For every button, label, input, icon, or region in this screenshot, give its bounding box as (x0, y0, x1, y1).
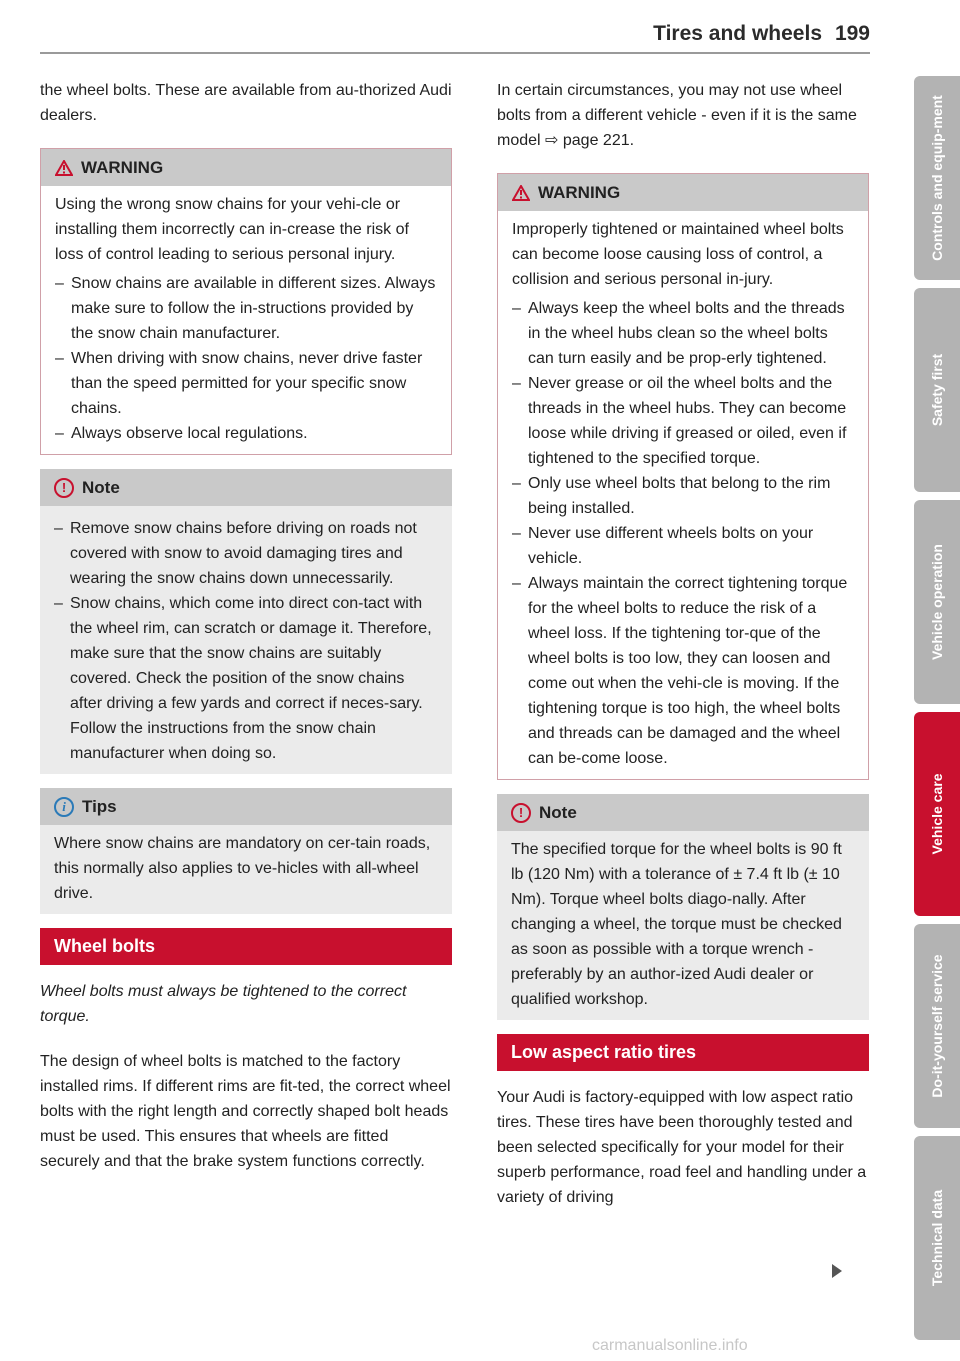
tips-text: Where snow chains are mandatory on cer-tain roads, this normally also applies to ve-hicles with all-wheel drive. (54, 835, 431, 902)
tips-heading (40, 788, 452, 825)
warning-heading (41, 149, 451, 186)
left-column (40, 78, 452, 1174)
tips-title: Tips (82, 797, 117, 816)
list-item: – Always keep the wheel bolts and the threads in the wheel hubs clean so the wheel bolts can turn easily and be prop-erly tightened. (512, 296, 854, 371)
tab-vehicle-care[interactable]: Vehicle care (914, 712, 960, 916)
intro-text: In certain circumstances, you may not use wheel bolts from a different vehicle - even if it is the same model ⇨ page 221. (497, 82, 857, 149)
right-column (497, 78, 869, 1210)
note-title: Note (82, 478, 120, 497)
note-heading (40, 469, 452, 506)
warning-heading (498, 174, 868, 211)
warning-box (497, 173, 869, 780)
note-title: Note (539, 803, 577, 822)
tab-do-it-yourself[interactable]: Do-it-yourself service (914, 924, 960, 1128)
section-heading-low-aspect: Low aspect ratio tires (497, 1034, 869, 1071)
list-item: – Only use wheel bolts that belong to the rim being installed. (512, 471, 854, 521)
page-number: 199 (834, 22, 870, 45)
warning-box (40, 148, 452, 455)
list-item: – When driving with snow chains, never drive faster than the speed permitted for your specific snow chains. (55, 346, 437, 421)
note-box (40, 469, 452, 774)
section-heading-wheel-bolts: Wheel bolts (40, 928, 452, 965)
note-icon: ! (54, 478, 74, 498)
list-item: – Never grease or oil the wheel bolts and the threads in the wheel hubs. They can become loose while driving if greased or oiled, even if tightened to the specified torque. (512, 371, 854, 471)
warning-title: WARNING (81, 158, 164, 177)
note-heading (497, 794, 869, 831)
warning-text: Using the wrong snow chains for your vehi-cle or installing them incorrectly can in-crease the risk of loss of control leading to serious personal injury. (55, 196, 409, 263)
list-item: – Remove snow chains before driving on roads not covered with snow to avoid damaging tires and wearing the snow chains down unnecessarily. (54, 516, 438, 591)
tab-operation[interactable]: Vehicle operation (914, 500, 960, 704)
info-icon: i (54, 797, 74, 817)
note-icon: ! (511, 803, 531, 823)
warning-icon (55, 160, 73, 176)
warning-icon (512, 185, 530, 201)
section-title: Tires and wheels (653, 22, 822, 45)
watermark: carmanualsonline.info (592, 1337, 748, 1354)
body-text: Your Audi is factory-equipped with low aspect ratio tires. These tires have been thoroughly tested and been selected specifically for your model for their superb performance, road feel and handling under a variety of driving (497, 1089, 867, 1206)
warning-title: WARNING (538, 183, 621, 202)
warning-text: Improperly tightened or maintained wheel bolts can become loose causing loss of control, a collision and serious personal in-jury. (512, 221, 844, 288)
tab-safety[interactable]: Safety first (914, 288, 960, 492)
list-item: – Never use different wheels bolts on your vehicle. (512, 521, 854, 571)
list-item: – Snow chains are available in different sizes. Always make sure to follow the in-structions provided by the snow chain manufacturer. (55, 271, 437, 346)
page-header (40, 22, 870, 50)
section-lead: Wheel bolts must always be tightened to the correct torque. (40, 983, 407, 1025)
tab-technical[interactable]: Technical data (914, 1136, 960, 1340)
list-item: – Always observe local regulations. (55, 421, 437, 446)
note-box (497, 794, 869, 1020)
tab-controls[interactable]: Controls and equip-ment (914, 76, 960, 280)
tips-box (40, 788, 452, 914)
body-text: The design of wheel bolts is matched to the factory installed rims. If different rims are fit-ted, the correct wheel bolts with the right length and correctly shaped bolt heads must be used. This ensures that wheels are fitted securely and that the brake system functions correctly. (40, 1053, 451, 1170)
note-text: The specified torque for the wheel bolts is 90 ft lb (120 Nm) with a tolerance of ± 7.4 ft lb (± 10 Nm). Torque wheel bolts diago-nally. After changing a wheel, the torque must be checked as soon as possible with a torque wrench - preferably by an author-ized Audi dealer or qualified workshop. (511, 841, 842, 1008)
intro-text: the wheel bolts. These are available from au-thorized Audi dealers. (40, 82, 452, 124)
continue-arrow-icon (832, 1264, 842, 1278)
list-item: – Snow chains, which come into direct con-tact with the wheel rim, can scratch or damage it. Therefore, make sure that the snow chains are suitably covered. Check the position of the snow chains after driving a few yards and correct if neces-sary. Follow the instructions from the snow chain manufacturer when doing so. (54, 591, 438, 766)
header-rule (40, 52, 870, 54)
list-item: – Always maintain the correct tightening torque for the wheel bolts to reduce the risk of a wheel loss. If the tightening tor-que of the wheel bolts is too low, they can loosen and come out when the vehi-cle is moving. If the tightening torque is too high, the wheel bolts and threads can be damaged and the wheel can be-come loose. (512, 571, 854, 771)
